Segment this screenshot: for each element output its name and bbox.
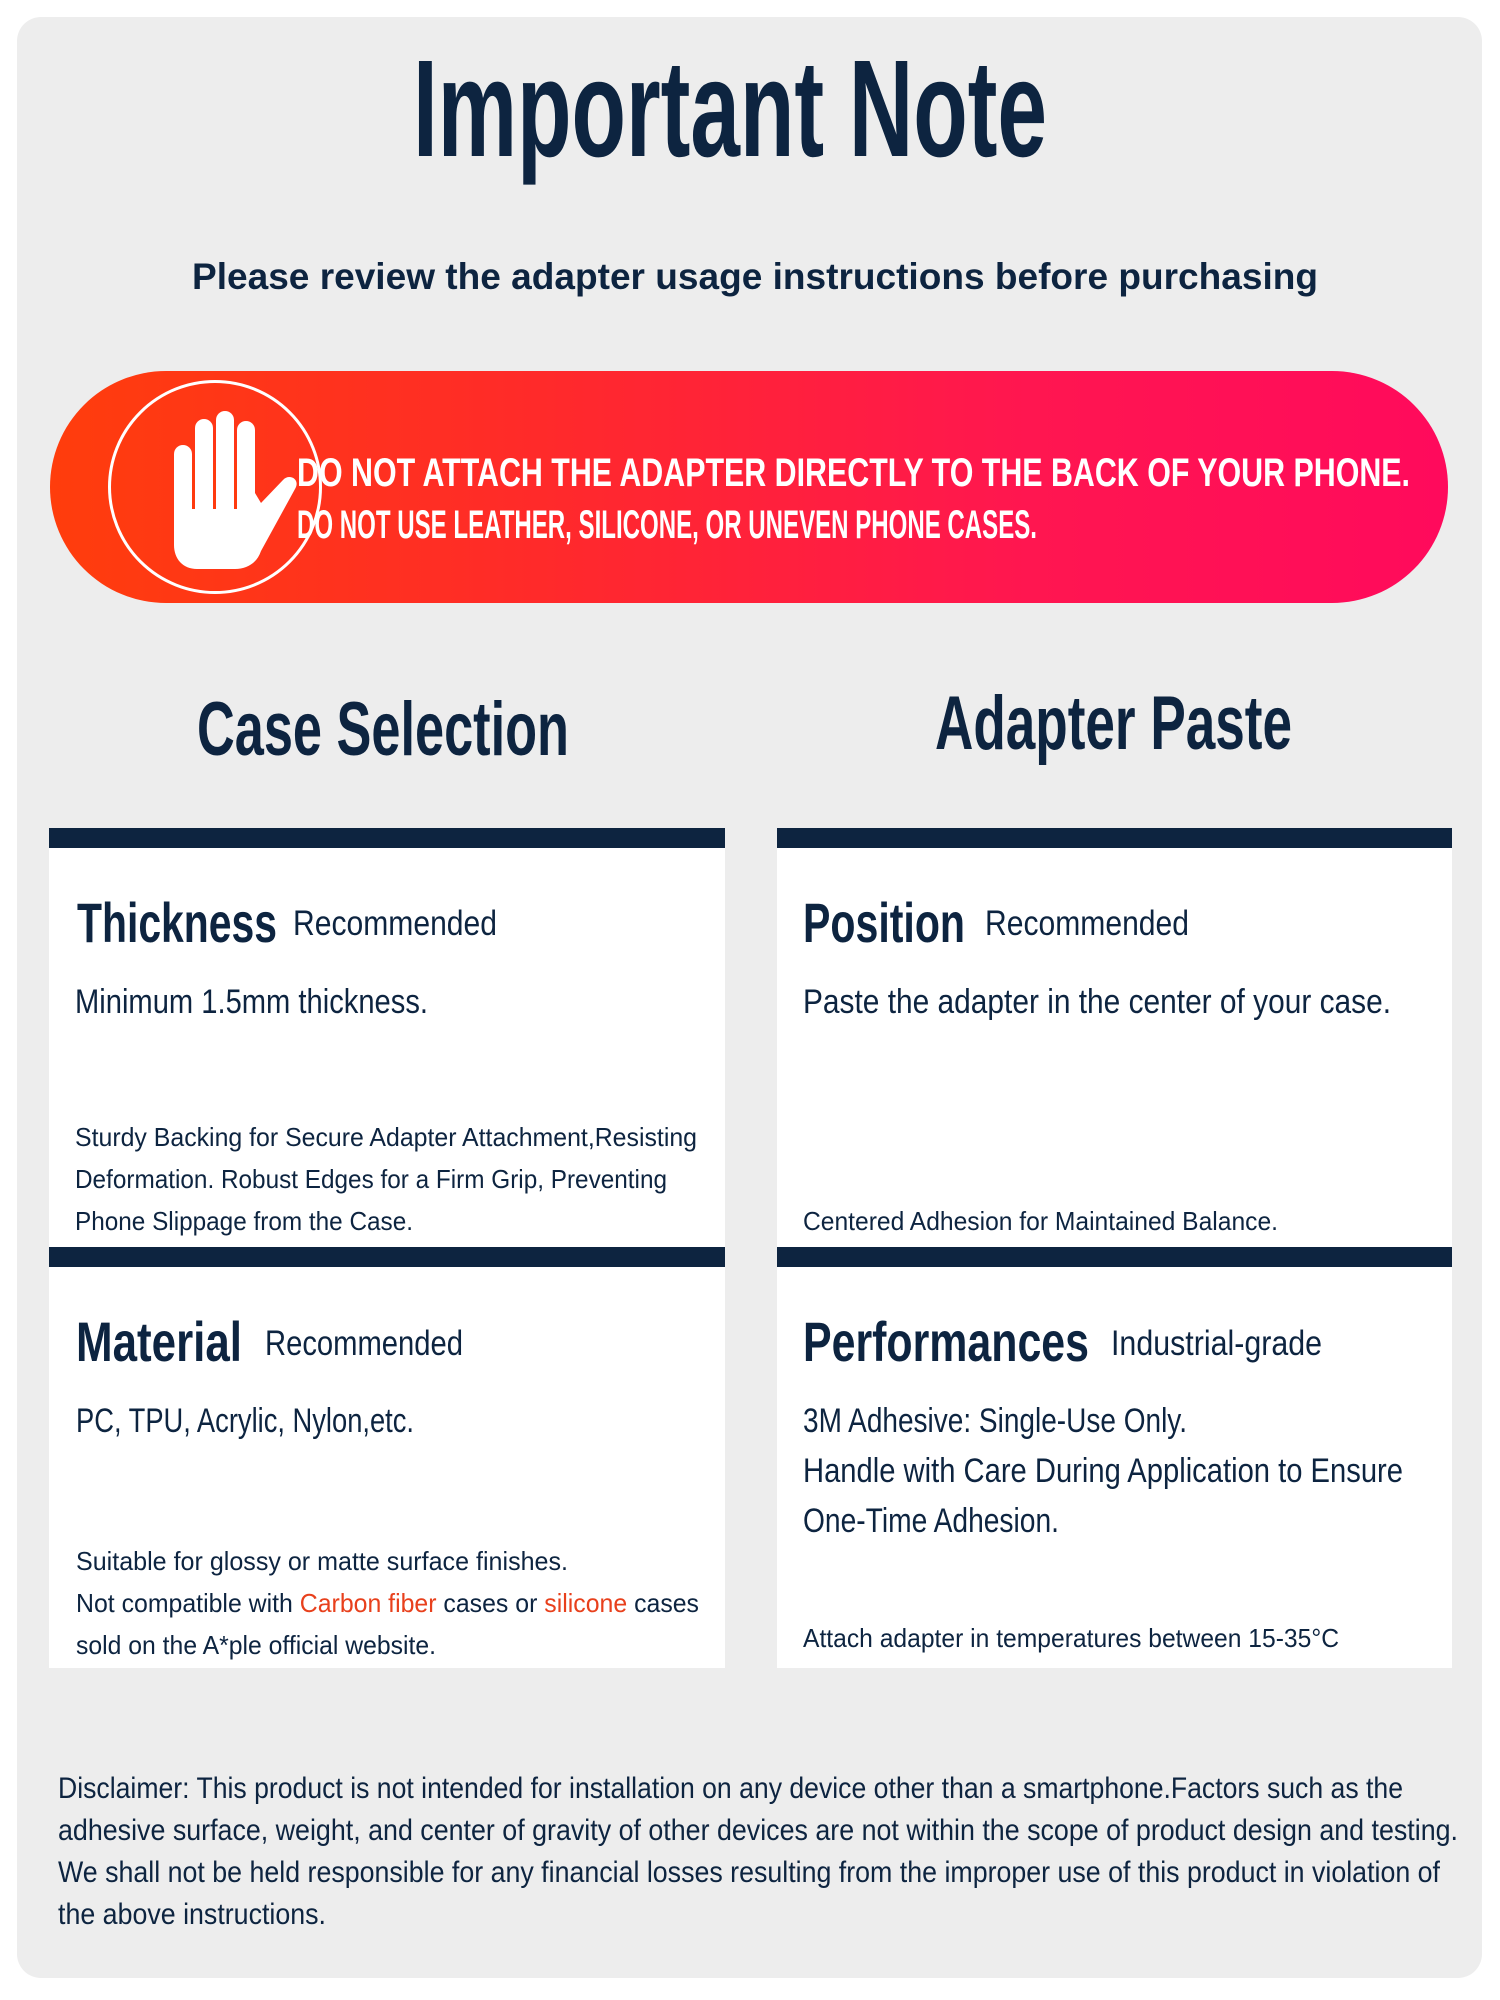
card-note-line: Attach adapter in temperatures between 15-35°C <box>803 1623 1339 1653</box>
card-note-line: Deformation. Robust Edges for a Firm Grip, Preventing <box>75 1164 667 1194</box>
card-tag: Recommended <box>265 1324 463 1363</box>
disclaimer-line: We shall not be held responsible for any financial losses resulting from the improper use of this product in violation of <box>58 1856 1440 1889</box>
card-note-line: Phone Slippage from the Case. <box>75 1206 413 1236</box>
divider-bar <box>49 1247 725 1267</box>
card-main-text: One-Time Adhesion. <box>803 1502 1059 1540</box>
card-title: Position <box>803 891 965 954</box>
warning-banner <box>50 371 1448 603</box>
divider-bar <box>49 828 725 848</box>
card-note-line: Suitable for glossy or matte surface finishes. <box>76 1546 568 1576</box>
card-tag: Industrial-grade <box>1111 1324 1322 1363</box>
warning-line-2: DO NOT USE LEATHER, SILICONE, OR UNEVEN PHONE CASES. <box>297 503 1037 547</box>
section-heading-case-selection: Case Selection <box>197 687 569 772</box>
section-heading-adapter-paste: Adapter Paste <box>935 681 1292 766</box>
highlight-carbon-fiber: Carbon fiber <box>299 1588 437 1618</box>
card-note-line: Centered Adhesion for Maintained Balance. <box>803 1206 1278 1236</box>
card-title: Performances <box>803 1310 1089 1373</box>
card-tag: Recommended <box>985 904 1189 943</box>
card-note-line: Sturdy Backing for Secure Adapter Attachment,Resisting <box>75 1122 697 1152</box>
disclaimer-line: adhesive surface, weight, and center of gravity of other devices are not within the scope of product design and testing. <box>58 1814 1458 1847</box>
page-subtitle-text: Please review the adapter usage instructions before purchasing <box>192 256 1318 297</box>
divider-bar <box>777 1247 1452 1267</box>
disclaimer-line: the above instructions. <box>58 1898 326 1931</box>
card-title: Thickness <box>77 891 277 954</box>
highlight-silicone: silicone <box>544 1588 628 1618</box>
card-main-text: Paste the adapter in the center of your case. <box>803 983 1391 1021</box>
card-main-text: Minimum 1.5mm thickness. <box>75 983 428 1021</box>
card-note-line: sold on the A*ple official website. <box>76 1630 436 1660</box>
divider-bar <box>777 828 1452 848</box>
warning-line-1: DO NOT ATTACH THE ADAPTER DIRECTLY TO THE BACK OF YOUR PHONE. <box>297 451 1410 495</box>
page-subtitle <box>192 258 1317 295</box>
card-note-line-compat: Not compatible with Carbon fiber cases or silicone cases <box>76 1588 699 1618</box>
disclaimer-line: Disclaimer: This product is not intended for installation on any device other than a smartphone.Factors such as the <box>58 1772 1403 1805</box>
card-tag: Recommended <box>293 904 497 943</box>
card-main-text: PC, TPU, Acrylic, Nylon,etc. <box>76 1402 414 1440</box>
page-title <box>413 32 1394 186</box>
card-title: Material <box>76 1310 242 1373</box>
card-main-text: Handle with Care During Application to Ensure <box>803 1452 1403 1490</box>
stop-hand-icon <box>108 380 322 594</box>
card-main-text: 3M Adhesive: Single-Use Only. <box>803 1402 1187 1440</box>
page-title-text: Important Note <box>413 32 1047 186</box>
